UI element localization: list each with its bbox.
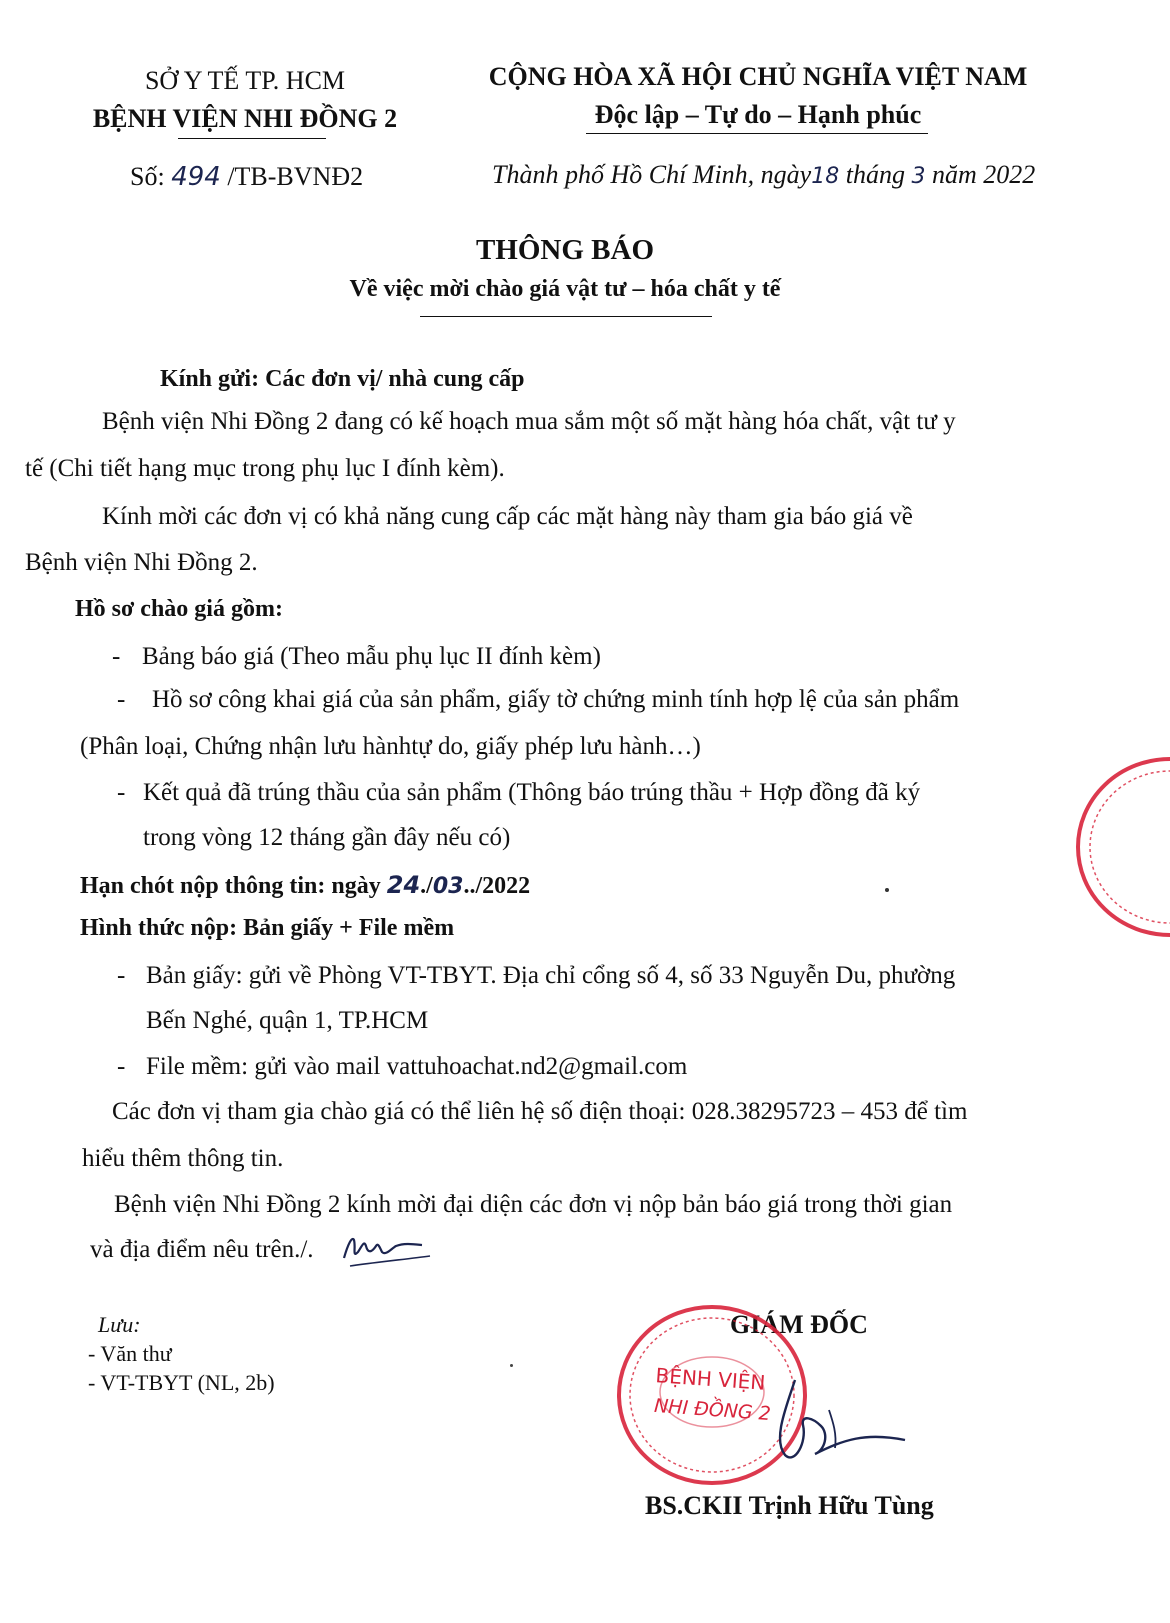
submit-item-dash: - [117, 1053, 126, 1080]
submit-item-1-line2: Bến Nghé, quận 1, TP.HCM [146, 1007, 429, 1034]
para2-line1: Kính mời các đơn vị có khả năng cung cấp các mặt hàng này tham gia báo giá về [102, 503, 913, 530]
date-day: 18 [811, 164, 840, 189]
header-motto: Độc lập – Tự do – Hạnh phúc [594, 100, 922, 129]
recipient-line: Kính gửi: Các đơn vị/ nhà cung cấp [160, 366, 525, 392]
archive-label: Lưu: [98, 1312, 141, 1337]
dossier-item-dash: - [112, 643, 121, 670]
header-hospital: BỆNH VIỆN NHI ĐỒNG 2 [92, 104, 398, 133]
director-signature [755, 1370, 925, 1480]
dossier-item-3-line2: trong vòng 12 tháng gần đây nếu có) [143, 824, 511, 851]
seal-line1: BỆNH VIỆN [654, 1363, 767, 1395]
para1-line2: tế (Chi tiết hạng mục trong phụ lục I đính kèm). [25, 455, 505, 482]
document-number-suffix: /TB-BVNĐ2 [227, 162, 364, 191]
date-month-label: tháng [845, 160, 905, 189]
date-year: năm 2022 [931, 160, 1036, 189]
header-left-underline [178, 138, 326, 139]
document-subject: Về việc mời chào giá vật tư – hóa chất y tế [349, 276, 781, 302]
deadline-label: Hạn chót nộp thông tin: ngày [80, 873, 381, 899]
deadline-day: 24 [386, 871, 421, 899]
signer-title: GIÁM ĐỐC [730, 1310, 868, 1339]
deadline-line [80, 871, 530, 900]
submit-item-dash: - [117, 962, 126, 989]
deadline-separator: ./ [420, 873, 433, 899]
submit-item-1-line1: Bản giấy: gửi về Phòng VT-TBYT. Địa chỉ cổng số 4, số 33 Nguyễn Du, phường [146, 962, 956, 989]
contact-line2: hiểu thêm thông tin. [82, 1145, 284, 1172]
page-title: THÔNG BÁO [475, 234, 655, 266]
document-date [492, 160, 1035, 190]
archive-item: - VT-TBYT (NL, 2b) [88, 1370, 275, 1395]
para2-line2: Bệnh viện Nhi Đồng 2. [25, 549, 258, 576]
print-speck [885, 888, 889, 892]
edge-seal-fragment [1068, 752, 1170, 942]
header-nation: CỘNG HÒA XÃ HỘI CHỦ NGHĨA VIỆT NAM [488, 62, 1028, 91]
deadline-year: ../2022 [463, 873, 531, 899]
dossier-item-1: Bảng báo giá (Theo mẫu phụ lục II đính kèm) [142, 643, 601, 670]
deadline-month: 03 [432, 874, 464, 899]
document-number-prefix: Số: [130, 162, 165, 191]
signer-name: BS.CKII Trịnh Hữu Tùng [645, 1491, 934, 1520]
para1-line1: Bệnh viện Nhi Đồng 2 đang có kế hoạch mua sắm một số mặt hàng hóa chất, vật tư y [102, 408, 956, 435]
title-underline [420, 316, 712, 317]
closing-line1: Bệnh viện Nhi Đồng 2 kính mời đại diện các đơn vị nộp bản báo giá trong thời gian [114, 1191, 953, 1218]
archive-item: - Văn thư [88, 1341, 172, 1366]
dossier-item-dash: - [117, 686, 126, 713]
initials-signature [338, 1226, 438, 1272]
seal-line2: NHI ĐỒNG 2 [653, 1394, 772, 1426]
closing-line2: và địa điểm nêu trên./. [90, 1236, 314, 1263]
header-ministry: SỞ Y TẾ TP. HCM [144, 66, 346, 95]
dossier-item-dash: - [117, 779, 126, 806]
document-number-value: 494 [171, 162, 221, 192]
submit-heading: Hình thức nộp: Bản giấy + File mềm [80, 915, 455, 941]
dossier-heading: Hồ sơ chào giá gồm: [75, 596, 283, 622]
print-speck [510, 1364, 513, 1367]
dossier-item-2-line2: (Phân loại, Chứng nhận lưu hànhtự do, giấy phép lưu hành…) [80, 733, 701, 760]
contact-line1: Các đơn vị tham gia chào giá có thể liên hệ số điện thoại: 028.38295723 – 453 để tìm [112, 1098, 968, 1125]
date-month: 3 [911, 164, 926, 189]
header-right-underline [586, 133, 928, 134]
document-number [130, 162, 363, 192]
dossier-item-3-line1: Kết quả đã trúng thầu của sản phẩm (Thông báo trúng thầu + Hợp đồng đã ký [143, 779, 921, 806]
submit-item-2: File mềm: gửi vào mail vattuhoachat.nd2@gmail.com [146, 1053, 688, 1080]
date-prefix: Thành phố Hồ Chí Minh, ngày [492, 160, 812, 189]
dossier-item-2-line1: Hồ sơ công khai giá của sản phẩm, giấy tờ chứng minh tính hợp lệ của sản phẩm [152, 686, 960, 713]
